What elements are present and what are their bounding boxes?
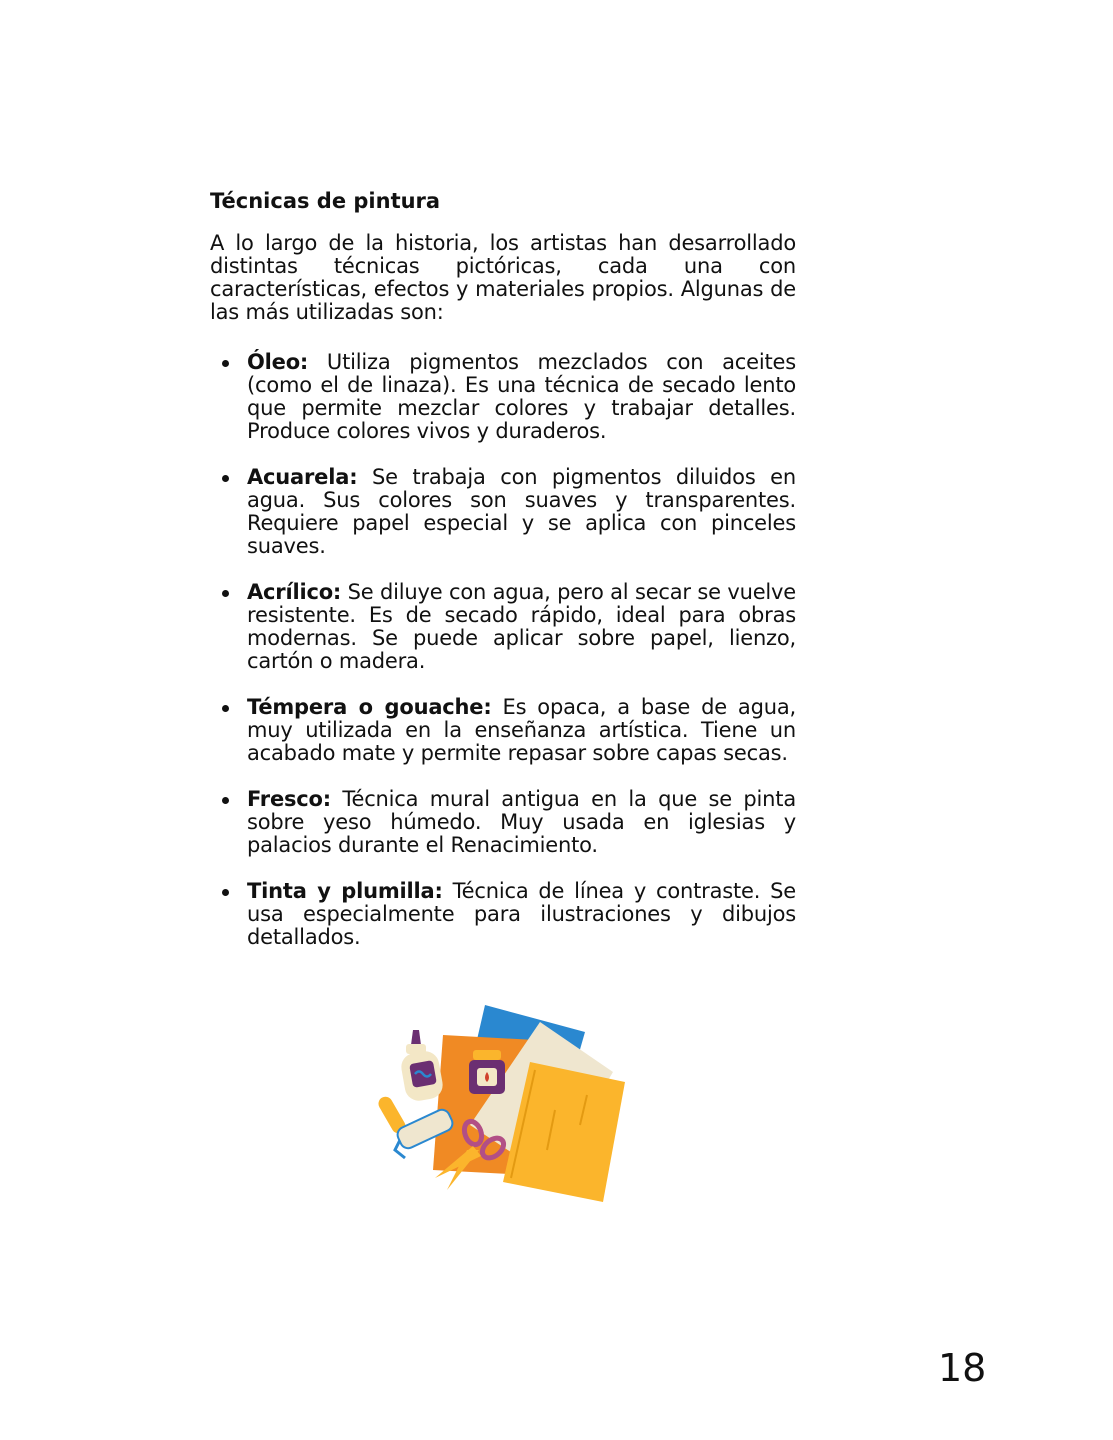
page-content: [210, 186, 796, 972]
technique-description: Es opaca, a base de agua, muy utilizada en la enseñanza artística. Tiene un acabado mate y permite repasar sobre capas secas.: [247, 695, 796, 765]
bullet-icon: [222, 889, 229, 896]
technique-description: Se diluye con agua, pero al secar se vuelve resistente. Es de secado rápido, ideal para obras modernas. Se puede aplicar sobre papel, lienzo, cartón o madera.: [247, 580, 796, 673]
technique-term: Óleo:: [247, 350, 309, 374]
technique-term: Fresco:: [247, 787, 331, 811]
paint-jar-icon: [469, 1050, 505, 1094]
list-item: [210, 788, 796, 857]
technique-description: Técnica de línea y contraste. Se usa especialmente para ilustraciones y dibujos detallados.: [247, 879, 796, 949]
techniques-list: [210, 351, 796, 949]
bullet-icon: [222, 590, 229, 597]
bullet-icon: [222, 797, 229, 804]
list-item: [210, 466, 796, 558]
technique-description: Se trabaja con pigmentos diluidos en agua. Sus colores son suaves y transparentes. Requiere papel especial y se aplica con pinceles suaves.: [247, 465, 796, 558]
intro-paragraph: A lo largo de la historia, los artistas han desarrollado distintas técnicas pictóricas, cada una con características, efectos y materiales propios. Algunas de las más utilizadas son:: [210, 231, 796, 324]
bullet-icon: [222, 360, 229, 367]
glue-bottle-icon: [399, 1030, 445, 1103]
technique-description: Técnica mural antigua en la que se pinta sobre yeso húmedo. Muy usada en iglesias y palacios durante el Renacimiento.: [247, 787, 796, 857]
page-number: 18: [938, 1346, 987, 1390]
list-item: [210, 880, 796, 949]
technique-description: Utiliza pigmentos mezclados con aceites (como el de linaza). Es una técnica de secado lento que permite mezclar colores y trabajar detalles. Produce colores vivos y duraderos.: [247, 350, 796, 443]
technique-term: Tinta y plumilla:: [247, 879, 443, 903]
list-item: [210, 581, 796, 673]
technique-term: Acuarela:: [247, 465, 358, 489]
bullet-icon: [222, 705, 229, 712]
technique-term: Acrílico:: [247, 580, 342, 604]
list-item: [210, 696, 796, 765]
section-heading: Técnicas de pintura: [210, 189, 441, 213]
bullet-icon: [222, 475, 229, 482]
art-supplies-illustration: [375, 1000, 635, 1210]
list-item: [210, 351, 796, 443]
technique-term: Témpera o gouache:: [247, 695, 492, 719]
